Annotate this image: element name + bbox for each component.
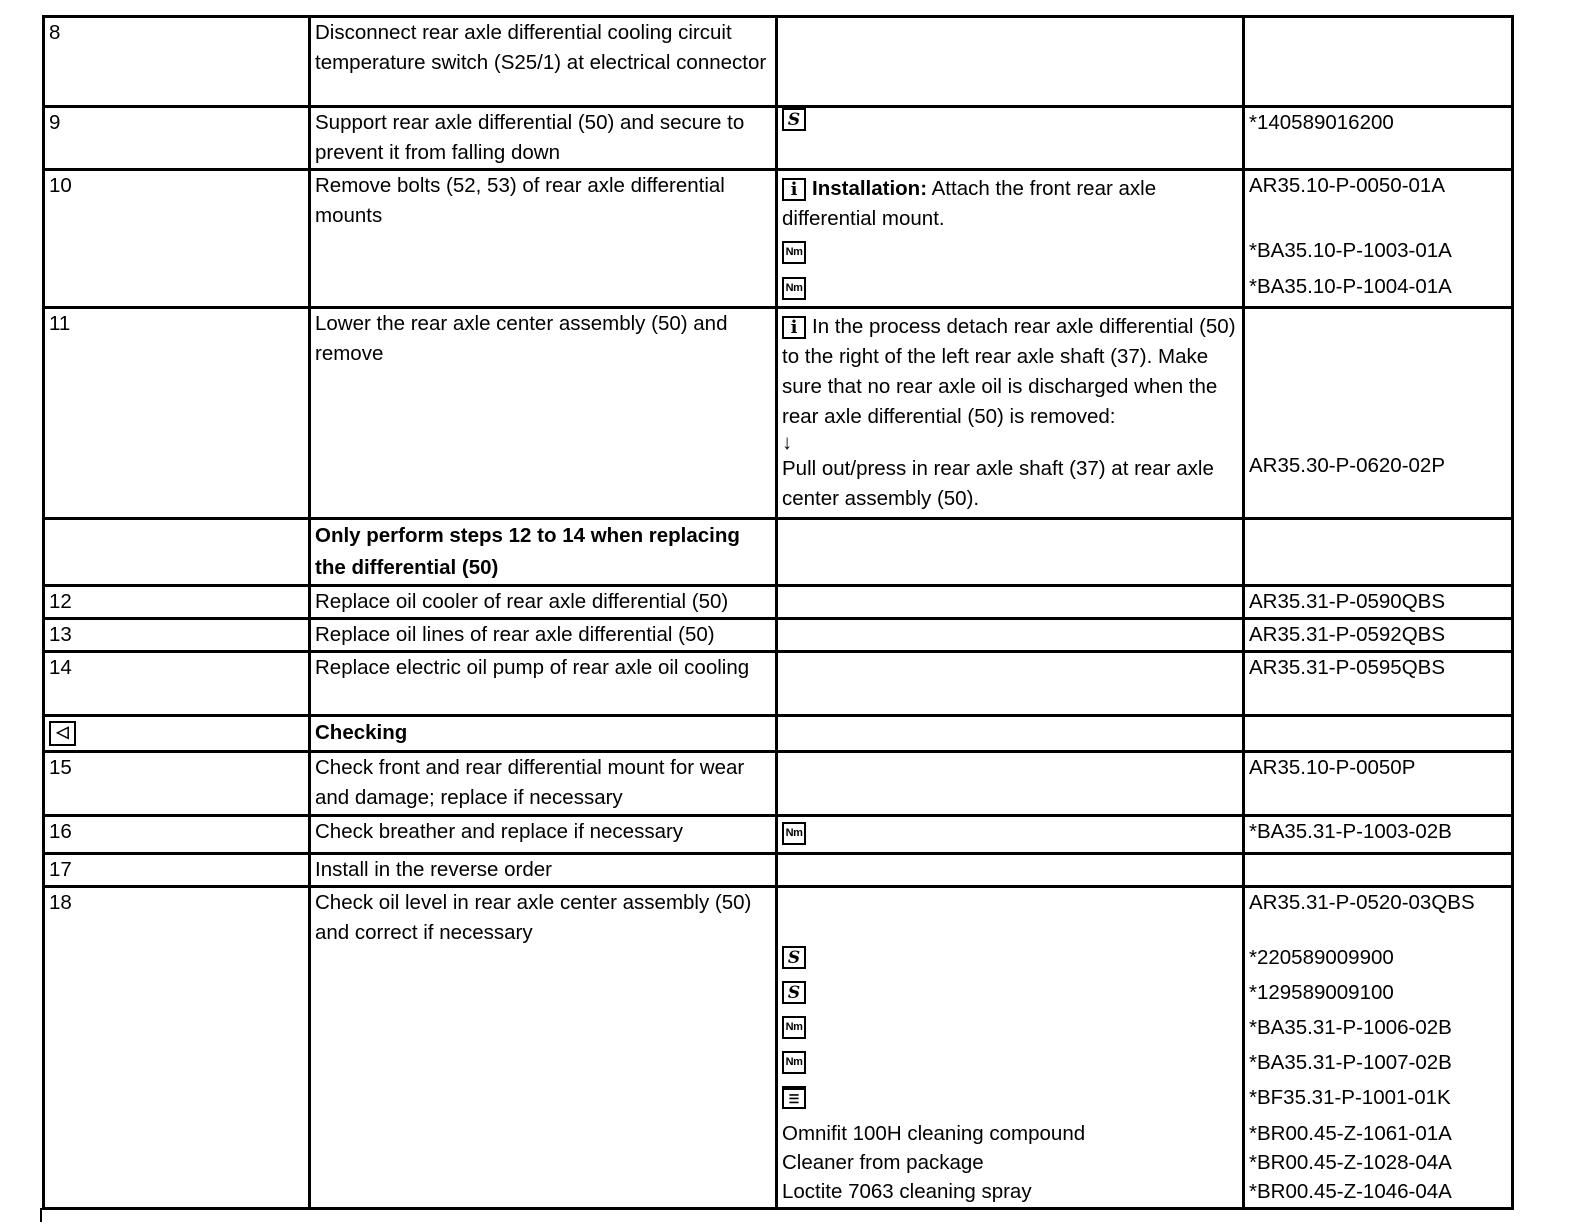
step-notes [777,887,1244,1209]
step-description: Support rear axle differential (50) and secure to prevent it from falling down [310,107,777,170]
reference-link[interactable]: *BA35.31-P-1003-02B [1244,816,1513,854]
section-heading: Checking [310,716,777,752]
reference-link[interactable]: AR35.31-P-0595QBS [1244,652,1513,716]
adhesive-icon: ☰ [782,1086,806,1109]
installation-label: Installation: [812,177,928,200]
table-row [44,619,1513,652]
step-number: 13 [44,619,310,652]
reference-link[interactable]: *BA35.10-P-1003-01A [1249,239,1452,262]
reference-link[interactable]: *BA35.31-P-1006-02B [1249,1016,1452,1039]
step-description: Check breather and replace if necessary [310,816,777,854]
step-description: Replace electric oil pump of rear axle oil cooling [310,652,777,716]
step-reference: *140589016200 [1244,107,1513,170]
info-icon: i [782,178,806,201]
step-reference [1244,308,1513,519]
step-notes [777,17,1244,107]
reference-link[interactable]: *BF35.31-P-1001-01K [1249,1086,1451,1109]
torque-icon: Nm [782,1051,806,1074]
table-row [44,816,1513,854]
table-row [44,716,1513,752]
reference-link[interactable]: *BA35.10-P-1004-01A [1249,275,1452,298]
step-number: 16 [44,816,310,854]
table-row [44,308,1513,519]
reference-link[interactable]: *220589009900 [1249,946,1394,969]
step-number: 10 [44,170,310,308]
step-number: 12 [44,586,310,619]
step-number: 15 [44,752,310,816]
reference-link[interactable]: *129589009100 [1249,981,1394,1004]
special-tool-icon: 𝑺 [782,108,806,131]
step-description: Disconnect rear axle differential cooling circuit temperature switch (S25/1) at electrical connector [310,17,777,107]
step-reference [1244,887,1513,1209]
material-item: Omnifit 100H cleaning compound [782,1122,1086,1145]
section-note: Only perform steps 12 to 14 when replacing the differential (50) [310,519,777,586]
step-number: 17 [44,854,310,887]
step-notes [777,816,1244,854]
reference-link[interactable]: *BR00.45-Z-1061-01A [1249,1122,1452,1145]
step-description: Replace oil lines of rear axle differential (50) [310,619,777,652]
arrow-down-icon: ↓ [782,431,793,454]
step-description: Install in the reverse order [310,854,777,887]
special-tool-icon: 𝑺 [782,981,806,1004]
procedure-table [42,15,1514,1210]
step-description: Replace oil cooler of rear axle differential (50) [310,586,777,619]
step-number: 8 [44,17,310,107]
step-description: Check front and rear differential mount for wear and damage; replace if necessary [310,752,777,816]
torque-icon: Nm [782,277,806,300]
process-note-2: Pull out/press in rear axle shaft (37) at rear axle center assembly (50). [782,457,1214,510]
torque-icon: Nm [782,241,806,264]
step-description: Lower the rear axle center assembly (50) and remove [310,308,777,519]
step-number: 14 [44,652,310,716]
info-icon: i [782,316,806,339]
step-notes [777,107,1244,170]
step-description: Check oil level in rear axle center assembly (50) and correct if necessary [310,887,777,1209]
process-note: In the process detach rear axle differential (50) to the right of the left rear axle shaft (37). Make sure that no rear axle oil is discharged when the rear axle differential (50) is removed: [782,315,1236,428]
reference-link[interactable]: AR35.31-P-0592QBS [1244,619,1513,652]
checking-icon: ◁ [49,721,76,746]
table-row [44,652,1513,716]
reference-link[interactable]: *BR00.45-Z-1046-04A [1249,1180,1452,1203]
installation-note: Attach the front rear axle differential mount. [782,177,1157,230]
step-number: 11 [44,308,310,519]
reference-link[interactable]: AR35.10-P-0050-01A [1249,174,1446,197]
table-row [44,887,1513,1209]
table-row [44,17,1513,107]
reference-link[interactable]: AR35.30-P-0620-02P [1249,454,1446,477]
step-reference [1244,170,1513,308]
torque-icon: Nm [782,1016,806,1039]
table-row [44,107,1513,170]
torque-icon: Nm [782,822,806,845]
step-number: 18 [44,887,310,1209]
reference-link[interactable]: AR35.10-P-0050P [1244,752,1513,816]
step-reference [1244,17,1513,107]
material-item: Loctite 7063 cleaning spray [782,1180,1032,1203]
special-tool-icon: 𝑺 [782,946,806,969]
step-description: Remove bolts (52, 53) of rear axle differential mounts [310,170,777,308]
reference-link[interactable]: *BR00.45-Z-1028-04A [1249,1151,1452,1174]
reference-link[interactable]: *BA35.31-P-1007-02B [1249,1051,1452,1074]
table-row [44,170,1513,308]
table-row [44,854,1513,887]
reference-link[interactable]: AR35.31-P-0520-03QBS [1249,891,1475,914]
step-number: 9 [44,107,310,170]
table-row [44,586,1513,619]
step-notes [777,308,1244,519]
table-row [44,752,1513,816]
page-corner-mark [40,1208,68,1222]
step-notes [777,170,1244,308]
table-row [44,519,1513,586]
reference-link[interactable]: AR35.31-P-0590QBS [1244,586,1513,619]
material-item: Cleaner from package [782,1151,984,1174]
